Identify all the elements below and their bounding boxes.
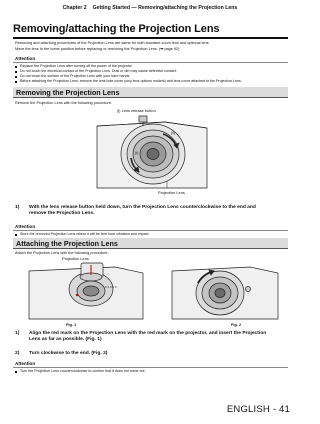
callout-label: Lens release button bbox=[121, 108, 156, 113]
remove-intro: Remove the Projection Lens with the following procedure. bbox=[15, 101, 112, 105]
attention-list bbox=[15, 232, 287, 237]
figure-callout bbox=[117, 108, 156, 113]
attention-heading: Attention bbox=[15, 56, 36, 61]
attention-heading: Attention bbox=[15, 224, 36, 229]
step-number: 1) bbox=[15, 331, 20, 336]
step-number: 1) bbox=[15, 205, 20, 210]
figure-marker: (ii) bbox=[171, 131, 175, 135]
step-text: Align the red mark on the Projection Lens with the red mark on the projector, and insert the Projection bbox=[29, 331, 267, 336]
step-text: With the lens release button held down, turn the Projection Lens counterclockwise to the end and bbox=[29, 205, 256, 210]
page-title: Removing/attaching the Projection Lens bbox=[13, 23, 220, 35]
attach-step-1 bbox=[15, 331, 287, 344]
title-divider bbox=[13, 37, 288, 39]
callout-marker: (i) bbox=[117, 108, 121, 113]
list-item: Replace the Projection Lens after turning off the power of the projector. bbox=[15, 64, 287, 69]
chapter-header bbox=[0, 0, 300, 16]
figure-caption: Fig. 2 bbox=[231, 322, 242, 327]
attention-heading: Attention bbox=[15, 361, 36, 366]
step-text-cont: remove the Projection Lens. bbox=[29, 211, 95, 217]
step-text: Turn clockwise to the end. (Fig. 2) bbox=[29, 351, 108, 356]
list-item: Before attaching the Projection Lens, remove the lens hole cover (only lens options models) and lens cover attached to the Projection Lens. bbox=[15, 79, 287, 84]
chapter-number: Chapter 2 bbox=[62, 5, 87, 11]
figure-callout-lens: Projection Lens bbox=[62, 256, 89, 261]
list-item: Do not touch the surface of the Projection Lens with your bare hands. bbox=[15, 74, 287, 79]
figure-callout-lens: Projection Lens bbox=[158, 190, 185, 195]
step-number: 2) bbox=[15, 351, 20, 356]
list-item: Do not touch the electrical contact of the Projection Lens. Dust or dirt may cause defective contact. bbox=[15, 69, 287, 74]
attach-figure-1 bbox=[25, 261, 145, 321]
figure-caption: Fig. 1 bbox=[66, 322, 77, 327]
list-item: Turn the Projection Lens counterclockwise to confirm that it does not come out. bbox=[15, 369, 287, 374]
page-number: ENGLISH - 41 bbox=[226, 404, 290, 415]
attach-step-2 bbox=[15, 351, 287, 357]
section-heading-remove: Removing the Projection Lens bbox=[13, 87, 288, 98]
attention-list bbox=[15, 64, 287, 84]
attention-list bbox=[15, 369, 287, 374]
list-item: Store the removed Projection Lens where it will be free from vibration and impact. bbox=[15, 232, 287, 237]
chapter-title: Getting Started — Removing/attaching the Projection Lens bbox=[92, 5, 238, 11]
remove-step-1 bbox=[15, 205, 287, 218]
remove-lens-figure bbox=[95, 108, 210, 196]
attention-divider bbox=[13, 230, 288, 231]
figure-marker: (i) bbox=[135, 151, 139, 155]
attention-divider bbox=[13, 62, 288, 63]
intro-line-2: Move the lens to the home position before replacing or removing the Projection Lens. (➡ page 92) bbox=[15, 47, 180, 51]
intro-line-1: Removing and attaching procedures of the Projection Lens are same for both standard zoom lens and optional lens. bbox=[15, 41, 210, 45]
attach-intro: Attach the Projection Lens with the following procedure. bbox=[15, 251, 109, 255]
attention-divider bbox=[13, 367, 288, 368]
section-heading-attach: Attaching the Projection Lens bbox=[13, 238, 288, 249]
attach-figure-2 bbox=[170, 261, 280, 321]
step-text-cont: Lens as far as possible. (Fig. 1) bbox=[29, 337, 102, 343]
